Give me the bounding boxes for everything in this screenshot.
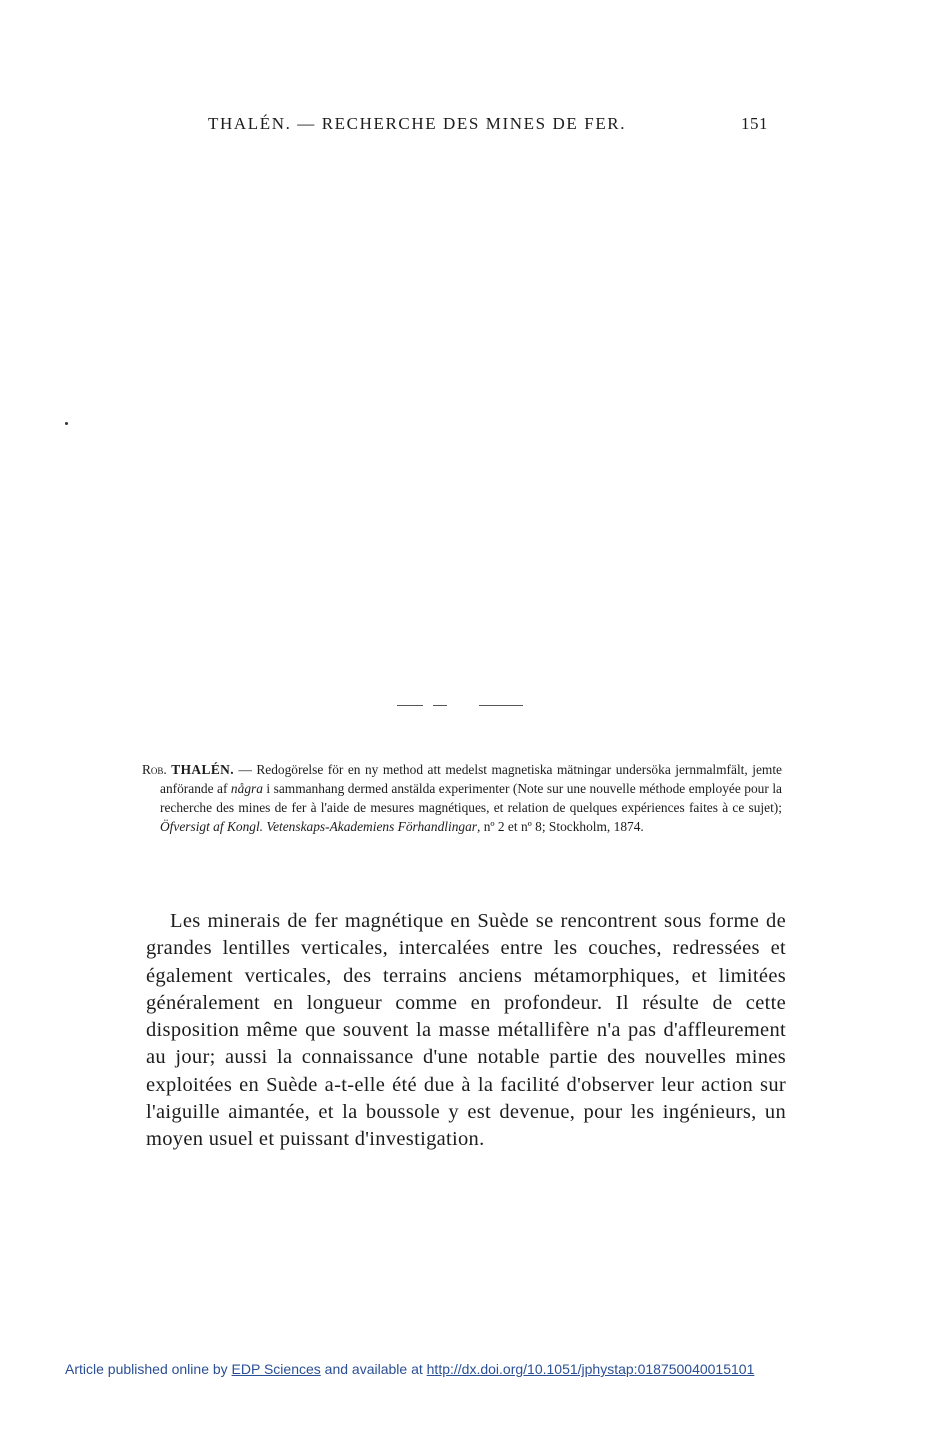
doi-link[interactable]: http://dx.doi.org/10.1051/jphystap:018750040015101 [426,1361,755,1377]
citation-text-3: , nº 2 et nº 8; Stockholm, 1874. [477,819,644,834]
divider-segment [397,705,423,706]
publication-footer [65,1361,754,1377]
citation-author-prefix: Rob. [142,762,167,777]
citation-paragraph [142,760,782,836]
page-number: 151 [741,114,768,133]
running-head-title: THALÉN. — RECHERCHE DES MINES DE FER. [208,114,627,133]
running-head [208,114,768,138]
publisher-link[interactable]: EDP Sciences [231,1361,321,1377]
divider-segment [479,705,523,706]
citation-text-1: — Redogörelse för en ny method att medelst magnetiska mätningar undersöka jernmalmfält, jemte anförande af [160,762,782,796]
citation-text-2: i sammanhang dermed anstälda experimenter (Note sur une nouvelle méthode employée pour la recherche des mines de fer à l'aide de mesures magnétiques, et relation de quelques expériences faites à ce sujet); [160,781,782,815]
stray-mark [65,422,68,425]
citation-author-name: THALÉN. [171,762,234,777]
footer-prefix: Article published online by [65,1361,232,1377]
citation-italic-word: några [230,781,263,796]
bibliographic-citation [142,760,782,836]
footer-middle: and available at [320,1361,427,1377]
section-divider [397,705,525,707]
divider-segment [433,705,447,706]
citation-journal: Öfversigt af Kongl. Vetenskaps-Akademiens Förhandlingar [160,819,477,834]
body-paragraph: Les minerais de fer magnétique en Suède se rencontrent sous forme de grandes lentilles verticales, intercalées entre les couches, redressées et également verticales, des terrains anciens métamorphiques, et limitées généralement en longueur comme en profondeur. Il résulte de cette disposition même que souvent la masse métallifère n'a pas d'affleurement au jour; aussi la connaissance d'une notable partie des nouvelles mines exploitées en Suède a-t-elle été due à la facilité d'observer leur action sur l'aiguille aimantée, et la boussole y est devenue, pour les ingénieurs, un moyen usuel et puissant d'investigation. [146,910,786,1151]
body-text [146,908,786,1154]
